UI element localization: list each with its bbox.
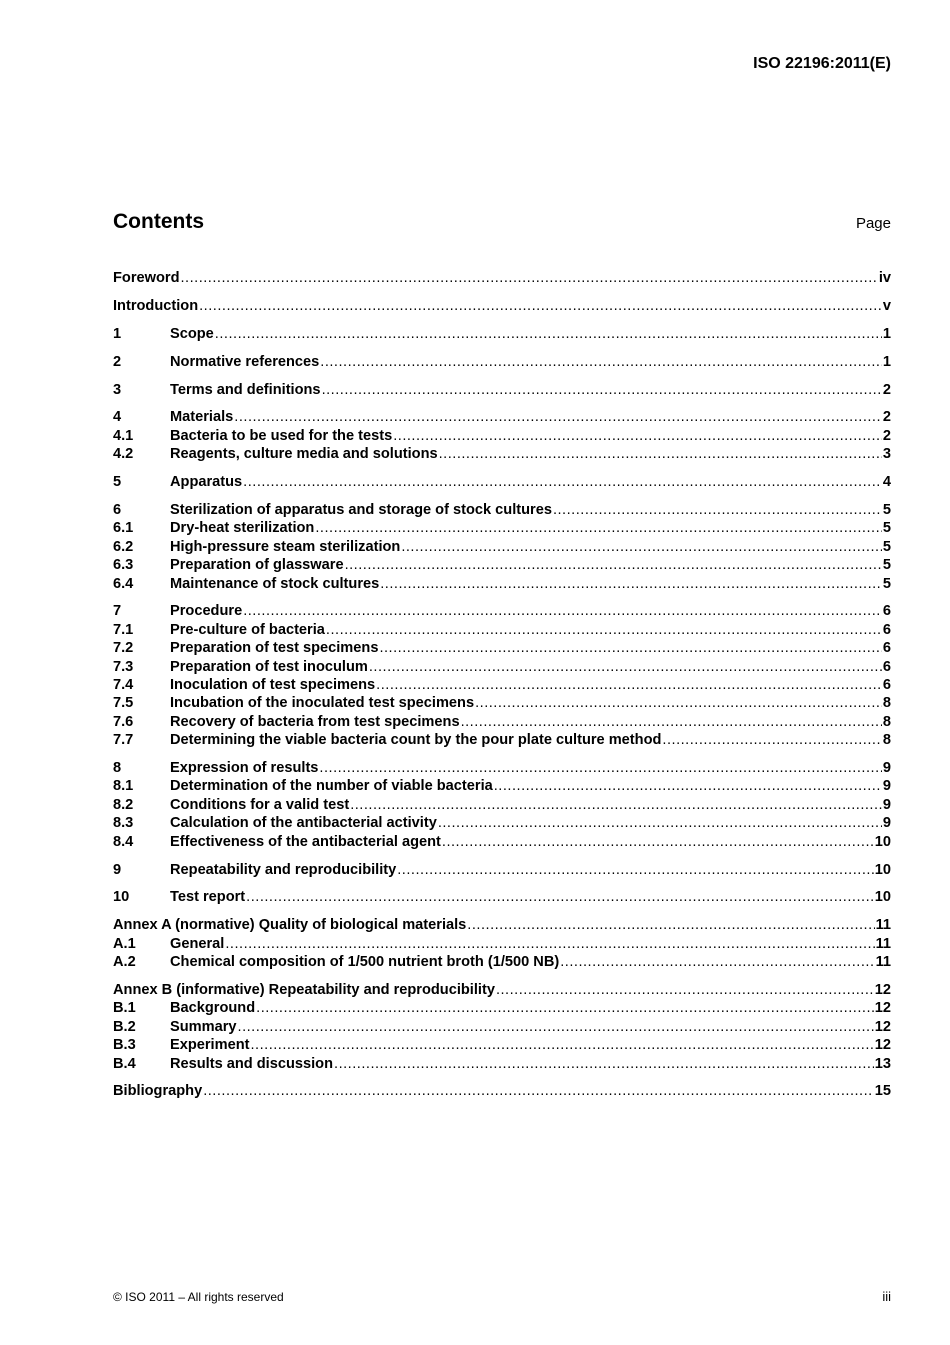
toc-group [113, 325, 891, 343]
toc-entry[interactable] [113, 713, 891, 731]
toc-dot-leader [496, 981, 874, 999]
toc-entry-number: 6.3 [113, 557, 134, 574]
toc-entry[interactable] [113, 777, 891, 795]
toc-dot-leader [369, 658, 882, 676]
toc-dot-leader [380, 575, 882, 593]
toc-dot-leader [322, 381, 882, 399]
toc-entry[interactable] [113, 759, 891, 777]
toc-entry-number: 7.5 [113, 695, 134, 712]
toc-dot-leader [438, 814, 882, 832]
toc-entry-title: Conditions for a valid test [170, 796, 350, 813]
toc-entry-page: 1 [882, 353, 891, 370]
toc-group [113, 297, 891, 315]
toc-dot-leader [442, 833, 874, 851]
toc-entry-number: 7.7 [113, 732, 134, 749]
toc-entry-number: 6.1 [113, 520, 134, 537]
toc-dot-leader [256, 999, 874, 1017]
toc-entry-number: 8 [113, 760, 122, 777]
toc-entry-page: 13 [874, 1055, 891, 1072]
copyright-notice: © ISO 2011 – All rights reserved [113, 1290, 284, 1304]
toc-dot-leader [319, 759, 881, 777]
toc-entry-page: 12 [874, 1000, 891, 1017]
toc-entry[interactable] [113, 556, 891, 574]
toc-dot-leader [553, 501, 882, 519]
toc-entry-number: 8.1 [113, 778, 134, 795]
toc-entry[interactable] [113, 445, 891, 463]
toc-group [113, 408, 891, 463]
toc-entry-page: 8 [882, 695, 891, 712]
toc-entry[interactable] [113, 519, 891, 537]
toc-dot-leader [560, 953, 874, 971]
toc-entry-page: 1 [882, 325, 891, 342]
toc-entry-title: Bacteria to be used for the tests [170, 427, 393, 444]
toc-dot-leader [320, 353, 882, 371]
toc-entry-title: Incubation of the inoculated test specimens [170, 695, 475, 712]
toc-entry-number: 10 [113, 889, 130, 906]
toc-entry-title: Dry-heat sterilization [170, 520, 315, 537]
toc-dot-leader [199, 297, 882, 315]
toc-entry-page: 6 [882, 640, 891, 657]
toc-dot-leader [345, 556, 882, 574]
toc-entry-number: 1 [113, 325, 122, 342]
toc-entry[interactable] [113, 694, 891, 712]
contents-title: Contents [113, 210, 204, 233]
toc-entry-page: 15 [874, 1083, 891, 1100]
toc-entry-number: 6 [113, 502, 122, 519]
toc-entry[interactable] [113, 676, 891, 694]
toc-entry-page: 6 [882, 677, 891, 694]
toc-entry[interactable] [113, 953, 891, 971]
toc-dot-leader [234, 408, 882, 426]
toc-entry-page: 5 [882, 538, 891, 555]
toc-entry-title: Terms and definitions [170, 381, 321, 398]
toc-entry-title: Results and discussion [170, 1055, 334, 1072]
toc-entry-page: iv [878, 270, 891, 286]
toc-entry[interactable] [113, 1055, 891, 1073]
toc-entry-title: General [170, 935, 225, 952]
toc-entry[interactable] [113, 408, 891, 426]
toc-group [113, 981, 891, 1073]
toc-group [113, 888, 891, 906]
toc-entry-title: Calculation of the antibacterial activity [170, 815, 437, 832]
toc-entry[interactable] [113, 269, 891, 287]
toc-group [113, 861, 891, 879]
toc-entry-title: Apparatus [170, 474, 243, 491]
toc-entry[interactable] [113, 473, 891, 491]
toc-dot-leader [439, 445, 882, 463]
toc-entry-number: 7.2 [113, 640, 134, 657]
toc-entry-page: 8 [882, 713, 891, 730]
toc-dot-leader [467, 916, 874, 934]
toc-entry-number: 8.2 [113, 796, 134, 813]
toc-entry-title: Recovery of bacteria from test specimens [170, 713, 460, 730]
toc-entry[interactable] [113, 999, 891, 1017]
toc-entry[interactable] [113, 1082, 891, 1100]
toc-group [113, 269, 891, 287]
toc-entry-page: 6 [882, 603, 891, 620]
toc-entry-page: 11 [875, 954, 891, 971]
toc-entry-title: Introduction [113, 297, 199, 314]
toc-entry-number: 4.2 [113, 446, 134, 463]
toc-entry[interactable] [113, 833, 891, 851]
toc-entry-title: Annex B (informative) Repeatability and reproducibility [113, 982, 495, 998]
toc-entry-number: 9 [113, 861, 122, 878]
toc-entry-page: 10 [874, 861, 891, 878]
toc-entry[interactable] [113, 861, 891, 879]
toc-dot-leader [225, 935, 874, 953]
toc-entry-page: 12 [874, 982, 891, 998]
toc-entry-page: 10 [874, 889, 891, 906]
toc-entry[interactable] [113, 981, 891, 999]
toc-dot-leader [397, 861, 874, 879]
toc-entry[interactable] [113, 538, 891, 556]
toc-group [113, 1082, 891, 1100]
toc-entry-title: Preparation of test inoculum [170, 658, 368, 675]
toc-entry[interactable] [113, 796, 891, 814]
toc-dot-leader [243, 602, 882, 620]
toc-entry[interactable] [113, 935, 891, 953]
toc-entry-number: B.1 [113, 1000, 136, 1017]
toc-dot-leader [180, 269, 877, 287]
toc-entry-title: Experiment [170, 1037, 250, 1054]
toc-entry[interactable] [113, 916, 891, 934]
toc-dot-leader [238, 1018, 874, 1036]
toc-dot-leader [475, 694, 882, 712]
toc-entry-title: Repeatability and reproducibility [170, 861, 397, 878]
toc-entry-number: 4.1 [113, 427, 134, 444]
toc-entry-number: 8.4 [113, 833, 134, 850]
toc-entry-page: 10 [874, 833, 891, 850]
toc-dot-leader [379, 639, 881, 657]
toc-entry-title: Summary [170, 1018, 237, 1035]
toc-entry-page: 5 [882, 520, 891, 537]
toc-entry[interactable] [113, 621, 891, 639]
toc-entry-title: Preparation of glassware [170, 557, 344, 574]
toc-entry-number: 5 [113, 474, 122, 491]
toc-entry-title: Chemical composition of 1/500 nutrient broth (1/500 NB) [170, 954, 560, 971]
toc-entry-title: Reagents, culture media and solutions [170, 446, 438, 463]
toc-entry-title: Preparation of test specimens [170, 640, 379, 657]
toc-entry-title: Determination of the number of viable bacteria [170, 778, 493, 795]
page-column-label: Page [855, 215, 891, 232]
toc-entry[interactable] [113, 325, 891, 343]
toc-entry[interactable] [113, 1036, 891, 1054]
toc-entry-title: High-pressure steam sterilization [170, 538, 401, 555]
toc-entry-number: 7.4 [113, 677, 134, 694]
toc-entry-number: 7.6 [113, 713, 134, 730]
toc-entry-page: 9 [882, 796, 891, 813]
toc-entry-page: 3 [882, 446, 891, 463]
toc-entry-title: Normative references [170, 353, 320, 370]
toc-entry-title: Scope [170, 325, 214, 342]
toc-entry-number: B.2 [113, 1018, 136, 1035]
toc-entry-title: Procedure [170, 603, 243, 620]
toc-entry[interactable] [113, 381, 891, 399]
toc-entry[interactable] [113, 602, 891, 620]
toc-dot-leader [494, 777, 882, 795]
toc-dot-leader [215, 325, 882, 343]
toc-entry[interactable] [113, 297, 891, 315]
toc-dot-leader [461, 713, 882, 731]
toc-entry[interactable] [113, 658, 891, 676]
toc-entry-title: Annex A (normative) Quality of biological materials [113, 917, 467, 934]
toc-entry[interactable] [113, 353, 891, 371]
toc-entry-title: Background [170, 1000, 256, 1017]
toc-entry-page: 11 [875, 917, 891, 934]
toc-entry-title: Expression of results [170, 760, 319, 777]
toc-entry-number: B.3 [113, 1037, 136, 1054]
toc-dot-leader [376, 676, 882, 694]
toc-dot-leader [315, 519, 882, 537]
toc-entry-page: 4 [882, 474, 891, 491]
toc-entry[interactable] [113, 427, 891, 445]
toc-entry-title: Inoculation of test specimens [170, 677, 376, 694]
toc-dot-leader [662, 731, 881, 749]
toc-entry-page: 5 [882, 502, 891, 519]
toc-entry[interactable] [113, 1018, 891, 1036]
toc-entry[interactable] [113, 731, 891, 749]
toc-entry[interactable] [113, 639, 891, 657]
toc-entry-title: Foreword [113, 270, 180, 286]
toc-entry-title: Maintenance of stock cultures [170, 575, 380, 592]
toc-dot-leader [203, 1082, 874, 1100]
toc-entry-page: 9 [882, 760, 891, 777]
toc-entry-number: 6.4 [113, 575, 134, 592]
toc-entry-page: 5 [882, 557, 891, 574]
toc-dot-leader [350, 796, 882, 814]
page-number: iii [882, 1289, 891, 1304]
toc-entry-number: A.2 [113, 954, 136, 971]
toc-entry-number: 3 [113, 381, 122, 398]
toc-entry-page: 12 [874, 1018, 891, 1035]
toc-entry-page: 12 [874, 1037, 891, 1054]
toc-entry-number: 7.3 [113, 658, 134, 675]
toc-entry-number: B.4 [113, 1055, 136, 1072]
toc-entry-page: v [882, 297, 891, 314]
toc-group [113, 501, 891, 593]
toc-entry-page: 2 [882, 409, 891, 426]
toc-entry-number: 6.2 [113, 538, 134, 555]
toc-group [113, 473, 891, 491]
toc-group [113, 353, 891, 371]
toc-group [113, 602, 891, 749]
toc-dot-leader [246, 888, 874, 906]
toc-group [113, 381, 891, 399]
toc-entry-number: 8.3 [113, 815, 134, 832]
toc-entry-page: 2 [882, 427, 891, 444]
toc-entry-page: 8 [882, 732, 891, 749]
toc-entry-title: Bibliography [113, 1083, 203, 1100]
toc-entry-page: 6 [882, 658, 891, 675]
toc-entry-page: 11 [875, 935, 891, 952]
document-id: ISO 22196:2011(E) [753, 55, 891, 72]
toc-entry-number: 2 [113, 353, 122, 370]
toc-entry-title: Sterilization of apparatus and storage of stock cultures [170, 502, 552, 519]
toc-dot-leader [401, 538, 882, 556]
toc-entry-page: 2 [882, 381, 891, 398]
toc-entry[interactable] [113, 888, 891, 906]
toc-entry-page: 9 [882, 815, 891, 832]
toc-entry-number: 4 [113, 409, 122, 426]
toc-dot-leader [334, 1055, 874, 1073]
toc-entry-page: 6 [882, 621, 891, 638]
toc-dot-leader [326, 621, 882, 639]
table-of-contents [113, 269, 891, 1110]
toc-dot-leader [250, 1036, 873, 1054]
toc-entry-number: A.1 [113, 935, 136, 952]
toc-entry-title: Pre-culture of bacteria [170, 621, 325, 638]
toc-group [113, 759, 891, 851]
toc-entry-title: Determining the viable bacteria count by the pour plate culture method [170, 732, 662, 749]
toc-dot-leader [393, 427, 882, 445]
toc-entry-title: Materials [170, 409, 234, 426]
toc-entry[interactable] [113, 814, 891, 832]
toc-entry[interactable] [113, 575, 891, 593]
toc-entry-page: 5 [882, 575, 891, 592]
toc-entry[interactable] [113, 501, 891, 519]
toc-entry-title: Test report [170, 889, 246, 906]
toc-entry-title: Effectiveness of the antibacterial agent [170, 833, 441, 850]
toc-entry-page: 9 [882, 778, 891, 795]
toc-group [113, 916, 891, 971]
toc-entry-number: 7.1 [113, 621, 134, 638]
toc-entry-number: 7 [113, 603, 122, 620]
toc-dot-leader [243, 473, 882, 491]
